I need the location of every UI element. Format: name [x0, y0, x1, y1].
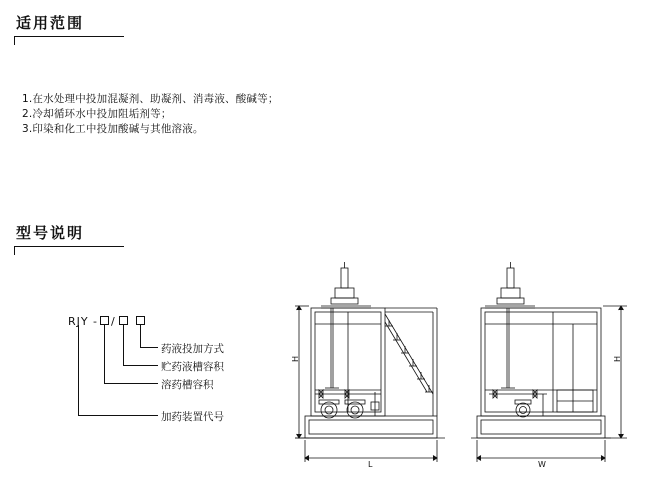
- dim-right-height: [603, 306, 627, 438]
- list-item: 2.冷却循环水中投加阻垢剂等；: [22, 108, 172, 120]
- model-slash: /: [111, 315, 116, 328]
- dim-bottom-L: [305, 440, 437, 462]
- section-heading-scope: 适用范围: [16, 14, 85, 32]
- legend-label-device-code: 加药装置代号: [161, 411, 224, 423]
- leader-vline-4: [78, 325, 79, 415]
- model-box-2: [119, 316, 128, 325]
- leader-vline-3: [104, 325, 105, 383]
- dim-label-right-height: H: [613, 355, 622, 362]
- agitator-left: [321, 262, 371, 308]
- model-prefix: RJY: [68, 315, 89, 328]
- stair-left-view: [385, 308, 437, 416]
- model-box-1: [100, 316, 109, 325]
- pump-skid-right: [477, 390, 605, 438]
- list-item: 3.印染和化工中投加酸碱与其他溶液。: [22, 123, 204, 135]
- legend-label-dosing-method: 药液投加方式: [161, 343, 224, 355]
- pump-skid-left: [305, 390, 437, 438]
- section-heading-model: 型号说明: [16, 224, 85, 242]
- leader-vline-2: [123, 325, 124, 365]
- agitator-right: [485, 262, 535, 308]
- model-box-3: [136, 316, 145, 325]
- dim-bottom-W: [477, 440, 605, 462]
- leader-hline-2: [123, 365, 158, 366]
- dim-left-height: [295, 306, 309, 438]
- equipment-drawing: [285, 262, 651, 477]
- leader-hline-1: [140, 347, 158, 348]
- legend-label-storage-tank-volume: 贮药液槽容积: [161, 361, 224, 373]
- list-item: 1.在水处理中投加混凝剂、助凝剂、消毒液、酸碱等；: [22, 93, 279, 105]
- leader-hline-3: [104, 383, 158, 384]
- leader-hline-4: [78, 415, 158, 416]
- model-code-diagram: [0, 0, 300, 473]
- legend-label-dissolve-tank-volume: 溶药槽容积: [161, 379, 214, 391]
- dim-label-length: L: [368, 460, 373, 469]
- model-dash: -: [93, 315, 98, 328]
- dim-label-left-height: H: [291, 355, 300, 362]
- leader-vline-1: [140, 325, 141, 347]
- equipment-drawing-svg: [285, 262, 651, 473]
- dim-label-width: W: [538, 460, 546, 469]
